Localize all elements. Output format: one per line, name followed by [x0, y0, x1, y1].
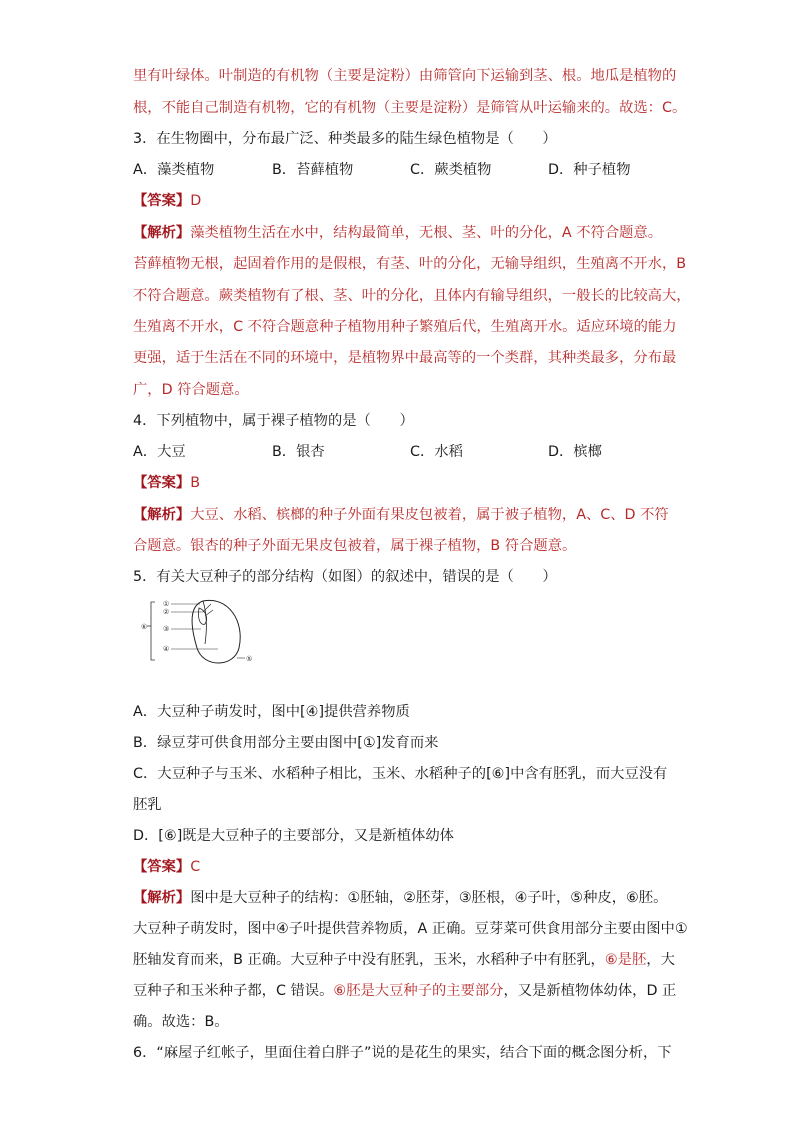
analysis-3 [133, 223, 662, 243]
figure-label-5: ⑤ [246, 655, 253, 663]
analysis-text: 更强，适于生活在不同的环境中，是植物界中最高等的一个类群，其种类最多，分布最 [133, 350, 677, 366]
option-b: B．苔藓植物 [272, 162, 354, 178]
soybean-seed-figure [133, 596, 261, 666]
answer-label: 【答案】 [133, 475, 191, 491]
analysis-5 [133, 888, 667, 908]
option-c: C．蕨类植物 [410, 162, 492, 178]
analysis-fragment: ，又是新植物体幼体，D 正 [503, 983, 677, 999]
text-line [133, 66, 676, 86]
figure-label-6: ⑥ [141, 623, 148, 631]
option-a: A．大豆种子萌发时，图中[④]提供营养物质 [133, 704, 410, 720]
option-b: B．银杏 [272, 444, 325, 460]
analysis-fragment: 豆种子和玉米种子都，C 错误。 [133, 983, 334, 999]
analysis-text: 合题意。银杏的种子外面无果皮包被着，属于裸子植物，B 符合题意。 [133, 538, 577, 554]
analysis-label: 【解析】 [133, 225, 191, 241]
question-6: 6．“麻屋子红帐子，里面住着白胖子”说的是花生的果实，结合下面的概念图分析，下 [133, 1045, 672, 1061]
analysis-text [133, 981, 676, 1001]
analysis-highlight: ⑥是胚 [604, 952, 647, 968]
figure-label-2: ② [163, 608, 170, 616]
figure-label-1: ① [163, 600, 170, 608]
analysis-text: 藻类植物生活在水中，结构最简单，无根、茎、叶的分化，A 不符合题意。 [190, 225, 663, 241]
analysis-text: 图中是大豆种子的结构：①胚轴，②胚芽，③胚根，④子叶，⑤种皮，⑥胚。 [190, 890, 668, 906]
answer-value: D [190, 193, 202, 209]
option-b: B．绿豆芽可供食用部分主要由图中[①]发育而来 [133, 735, 439, 751]
answer-4 [133, 473, 200, 493]
analysis-text [133, 950, 675, 970]
analysis-text: 广，D 符合题意。 [133, 382, 249, 398]
seed-coat-outline [192, 600, 240, 663]
figure-bracket [151, 602, 155, 660]
analysis-4 [133, 505, 669, 525]
answer-3 [133, 191, 201, 211]
text-line [133, 98, 686, 118]
analysis-fragment: 胚轴发育而来，B 正确。大豆种子中没有胚乳，玉米，水稻种子中有胚乳， [133, 952, 605, 968]
answer-label: 【答案】 [133, 859, 191, 875]
option-a: A．藻类植物 [133, 162, 215, 178]
analysis-fragment: ，大 [646, 952, 675, 968]
answer-value: B [190, 475, 200, 491]
option-d: D．槟榔 [548, 444, 602, 460]
analysis-label: 【解析】 [133, 507, 191, 523]
analysis-continuation: 根，不能自己制造有机物，它的有机物（主要是淀粉）是筛管从叶运输来的。故选：C。 [133, 100, 687, 116]
option-c: C．大豆种子与玉米、水稻种子相比，玉米、水稻种子的[⑥]中含有胚乳，而大豆没有 [133, 766, 668, 782]
option-d: D．[⑥]既是大豆种子的主要部分，又是新植体幼体 [133, 828, 454, 844]
option-c: C．水稻 [410, 444, 463, 460]
analysis-text: 不符合题意。蕨类植物有了根、茎、叶的分化，且体内有输导组织，一般长的比较高大， [133, 288, 691, 304]
analysis-text: 确。故选：B。 [133, 1014, 229, 1030]
option-d: D．种子植物 [548, 162, 631, 178]
answer-value: C [190, 859, 201, 875]
question-5: 5．有关大豆种子的部分结构（如图）的叙述中，错误的是（ ） [133, 569, 557, 585]
answer-5 [133, 857, 200, 877]
question-4: 4．下列植物中，属于裸子植物的是（ ） [133, 413, 414, 429]
analysis-label: 【解析】 [133, 890, 191, 906]
question-3: 3．在生物圈中，分布最广泛、种类最多的陆生绿色植物是（ ） [133, 131, 557, 147]
analysis-continuation: 里有叶绿体。叶制造的有机物（主要是淀粉）由筛管向下运输到茎、根。地瓜是植物的 [133, 68, 677, 84]
analysis-text: 苔藓植物无根，起固着作用的是假根，有茎、叶的分化，无输导组织，生殖离不开水，B [133, 256, 687, 272]
figure-label-3: ③ [163, 625, 170, 633]
option-c-cont: 胚乳 [133, 797, 162, 813]
answer-label: 【答案】 [133, 193, 191, 209]
option-a: A．大豆 [133, 444, 186, 460]
figure-label-4: ④ [163, 645, 170, 653]
analysis-text: 大豆、水稻、槟榔的种子外面有果皮包被着，属于被子植物，A、C、D 不符 [190, 507, 669, 523]
analysis-highlight: ⑥胚是大豆种子的主要部分 [333, 983, 504, 999]
analysis-text: 生殖离不开水，C 不符合题意种子植物用种子繁殖后代，生殖离开水。适应环境的能力 [133, 319, 677, 335]
analysis-text: 大豆种子萌发时，图中④子叶提供营养物质，A 正确。豆芽菜可供食用部分主要由图中① [133, 921, 688, 937]
